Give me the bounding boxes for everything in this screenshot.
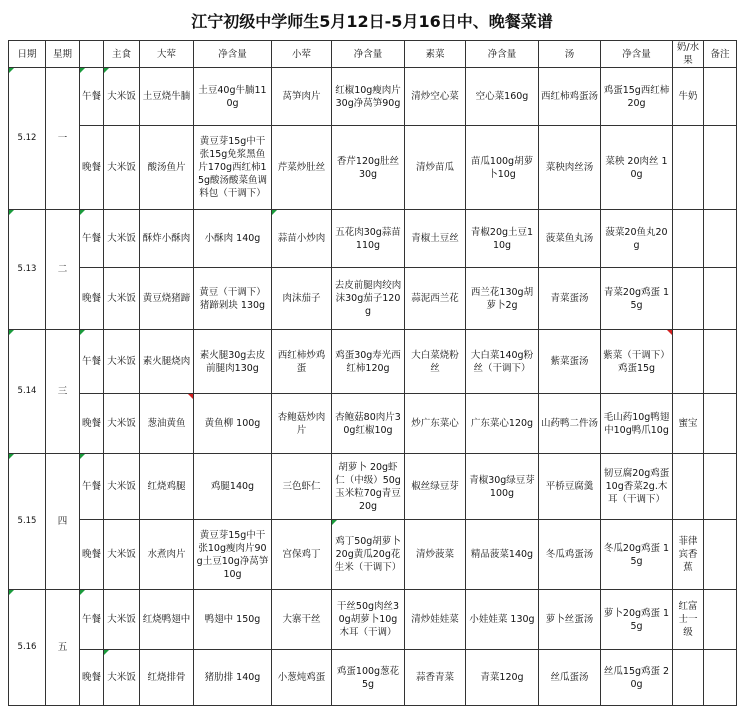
veg-qty-cell: 苗瓜100g胡萝卜10g: [466, 126, 539, 210]
extra-cell: [673, 210, 704, 268]
menu-table: [8, 40, 737, 706]
soup-cell: 紫菜蛋汤: [539, 330, 601, 394]
small-meat-qty-cell: 香芹120g肚丝30g: [332, 126, 405, 210]
staple-cell: 大米饭: [104, 394, 140, 454]
small-meat-qty-cell: 杏鲍菇80肉片30g红椒10g: [332, 394, 405, 454]
big-meat-qty-cell: 素火腿30g去皮前腿肉130g: [194, 330, 272, 394]
soup-qty-cell: 毛山药10g鸭翅中10g鸭爪10g: [601, 394, 673, 454]
big-meat-cell: 黄豆烧猪蹄: [140, 268, 194, 330]
header-cell: 奶/水果: [673, 41, 704, 68]
veg-cell: 清炒苗瓜: [405, 126, 466, 210]
veg-qty-cell: 广东菜心120g: [466, 394, 539, 454]
meal-type-cell: 晚餐: [80, 126, 104, 210]
staple-cell: 大米饭: [104, 68, 140, 126]
note-cell: [704, 650, 737, 706]
staple-cell: 大米饭: [104, 590, 140, 650]
weekday-cell: 五: [46, 590, 80, 706]
veg-cell: 大白菜烧粉丝: [405, 330, 466, 394]
soup-qty-cell: 鸡蛋15g西红柿20g: [601, 68, 673, 126]
big-meat-cell: 酸汤鱼片: [140, 126, 194, 210]
big-meat-qty-cell: 土豆40g牛腩110g: [194, 68, 272, 126]
big-meat-cell: 水煮肉片: [140, 520, 194, 590]
big-meat-qty-cell: 鸭翅中 150g: [194, 590, 272, 650]
page-title: 江宁初级中学师生5月12日-5月16日中、晚餐菜谱: [191, 11, 553, 31]
date-cell: 5.14: [9, 330, 46, 454]
date-cell: 5.12: [9, 68, 46, 210]
soup-cell: 山药鸭二件汤: [539, 394, 601, 454]
staple-cell: 大米饭: [104, 210, 140, 268]
meal-type-cell: 午餐: [80, 210, 104, 268]
veg-qty-cell: 大白菜140g粉丝（干调下）: [466, 330, 539, 394]
small-meat-qty-cell: 鸡蛋100g葱花5g: [332, 650, 405, 706]
veg-cell: 清炒空心菜: [405, 68, 466, 126]
extra-cell: [673, 650, 704, 706]
header-cell: 主食: [104, 41, 140, 68]
header-cell: 星期: [46, 41, 80, 68]
table-row: [9, 650, 737, 706]
soup-qty-cell: 青菜20g鸡蛋 15g: [601, 268, 673, 330]
header-cell: 净含量: [332, 41, 405, 68]
meal-type-cell: 晚餐: [80, 520, 104, 590]
meal-type-cell: 午餐: [80, 454, 104, 520]
small-meat-cell: 宫保鸡丁: [272, 520, 332, 590]
big-meat-qty-cell: 小酥肉 140g: [194, 210, 272, 268]
table-row: [9, 590, 737, 650]
table-row: [9, 210, 737, 268]
extra-cell: [673, 454, 704, 520]
meal-type-cell: 午餐: [80, 590, 104, 650]
header-cell: 日期: [9, 41, 46, 68]
note-cell: [704, 126, 737, 210]
meal-type-cell: 午餐: [80, 330, 104, 394]
big-meat-qty-cell: 黄鱼柳 100g: [194, 394, 272, 454]
soup-qty-cell: 菜秧 20肉丝 10g: [601, 126, 673, 210]
extra-cell: 蜜宝: [673, 394, 704, 454]
extra-cell: 菲律宾香蕉: [673, 520, 704, 590]
staple-cell: 大米饭: [104, 650, 140, 706]
staple-cell: 大米饭: [104, 454, 140, 520]
small-meat-cell: 小葱炖鸡蛋: [272, 650, 332, 706]
meal-type-cell: 晚餐: [80, 394, 104, 454]
small-meat-qty-cell: 干丝50g肉丝30g胡萝卜10g木耳（干调）: [332, 590, 405, 650]
note-cell: [704, 268, 737, 330]
big-meat-cell: 土豆烧牛腩: [140, 68, 194, 126]
big-meat-cell: 素火腿烧肉: [140, 330, 194, 394]
small-meat-cell: 肉沫茄子: [272, 268, 332, 330]
header-cell: 净含量: [601, 41, 673, 68]
extra-cell: [673, 126, 704, 210]
big-meat-cell: 红烧鸡腿: [140, 454, 194, 520]
table-row: [9, 268, 737, 330]
staple-cell: 大米饭: [104, 126, 140, 210]
veg-cell: 清炒娃娃菜: [405, 590, 466, 650]
soup-qty-cell: 萝卜20g鸡蛋 15g: [601, 590, 673, 650]
soup-cell: 萝卜丝蛋汤: [539, 590, 601, 650]
table-row: [9, 68, 737, 126]
meal-type-cell: 晚餐: [80, 268, 104, 330]
veg-qty-cell: 青菜120g: [466, 650, 539, 706]
small-meat-qty-cell: 鸡丁50g胡萝卜20g黄瓜20g花生米（干调下）: [332, 520, 405, 590]
table-row: [9, 330, 737, 394]
extra-cell: 牛奶: [673, 68, 704, 126]
meal-type-cell: 午餐: [80, 68, 104, 126]
table-row: [9, 394, 737, 454]
soup-cell: 菜秧肉丝汤: [539, 126, 601, 210]
staple-cell: 大米饭: [104, 330, 140, 394]
small-meat-cell: 杏鲍菇炒肉片: [272, 394, 332, 454]
small-meat-cell: 西红柿炒鸡蛋: [272, 330, 332, 394]
veg-qty-cell: 小娃娃菜 130g: [466, 590, 539, 650]
soup-qty-cell: 丝瓜15g鸡蛋 20g: [601, 650, 673, 706]
big-meat-cell: 红烧鸭翅中: [140, 590, 194, 650]
veg-qty-cell: 青椒30g绿豆芽100g: [466, 454, 539, 520]
note-cell: [704, 68, 737, 126]
soup-qty-cell: 韧豆腐20g鸡蛋10g香菜2g.木耳（干调下）: [601, 454, 673, 520]
soup-cell: 丝瓜蛋汤: [539, 650, 601, 706]
veg-cell: 蒜香青菜: [405, 650, 466, 706]
weekday-cell: 四: [46, 454, 80, 590]
small-meat-cell: 莴笋肉片: [272, 68, 332, 126]
header-cell: 净含量: [194, 41, 272, 68]
extra-cell: 红富士一级: [673, 590, 704, 650]
big-meat-qty-cell: 鸡腿140g: [194, 454, 272, 520]
big-meat-cell: 酥炸小酥肉: [140, 210, 194, 268]
soup-qty-cell: 冬瓜20g鸡蛋 15g: [601, 520, 673, 590]
header-cell: 备注: [704, 41, 737, 68]
weekday-cell: 二: [46, 210, 80, 330]
veg-qty-cell: 青椒20g土豆110g: [466, 210, 539, 268]
note-cell: [704, 590, 737, 650]
big-meat-qty-cell: 猪肋排 140g: [194, 650, 272, 706]
big-meat-qty-cell: 黄豆芽15g中干张15g免浆黑鱼片170g西红柿15g酸汤酸菜鱼调料包（干调下）: [194, 126, 272, 210]
header-cell: [80, 41, 104, 68]
veg-qty-cell: 空心菜160g: [466, 68, 539, 126]
soup-cell: 青菜蛋汤: [539, 268, 601, 330]
meal-type-cell: 晚餐: [80, 650, 104, 706]
small-meat-qty-cell: 胡萝卜 20g虾仁（中级）50g玉米粒70g青豆20g: [332, 454, 405, 520]
weekday-cell: 三: [46, 330, 80, 454]
extra-cell: [673, 330, 704, 394]
big-meat-cell: 葱油黄鱼: [140, 394, 194, 454]
small-meat-qty-cell: 五花肉30g蒜苗110g: [332, 210, 405, 268]
soup-cell: 西红柿鸡蛋汤: [539, 68, 601, 126]
staple-cell: 大米饭: [104, 268, 140, 330]
header-cell: 汤: [539, 41, 601, 68]
big-meat-cell: 红烧排骨: [140, 650, 194, 706]
small-meat-qty-cell: 红椒10g瘦肉片30g净莴笋90g: [332, 68, 405, 126]
weekday-cell: 一: [46, 68, 80, 210]
small-meat-qty-cell: 去皮前腿肉绞肉沫30g茄子120g: [332, 268, 405, 330]
note-cell: [704, 520, 737, 590]
note-cell: [704, 210, 737, 268]
soup-cell: 平桥豆腐羹: [539, 454, 601, 520]
header-cell: 净含量: [466, 41, 539, 68]
table-row: [9, 454, 737, 520]
soup-qty-cell: 紫菜（干调下）鸡蛋15g: [601, 330, 673, 394]
small-meat-cell: 芹菜炒肚丝: [272, 126, 332, 210]
date-cell: 5.15: [9, 454, 46, 590]
note-cell: [704, 394, 737, 454]
veg-cell: 椒丝绿豆芽: [405, 454, 466, 520]
note-cell: [704, 454, 737, 520]
soup-cell: 冬瓜鸡蛋汤: [539, 520, 601, 590]
header-cell: 大荤: [140, 41, 194, 68]
soup-qty-cell: 菠菜20鱼丸20g: [601, 210, 673, 268]
note-cell: [704, 330, 737, 394]
staple-cell: 大米饭: [104, 520, 140, 590]
veg-qty-cell: 西兰花130g胡萝卜2g: [466, 268, 539, 330]
veg-qty-cell: 精品菠菜140g: [466, 520, 539, 590]
small-meat-cell: 大寨干丝: [272, 590, 332, 650]
small-meat-cell: 三色虾仁: [272, 454, 332, 520]
soup-cell: 菠菜鱼丸汤: [539, 210, 601, 268]
date-cell: 5.13: [9, 210, 46, 330]
small-meat-cell: 蒜苗小炒肉: [272, 210, 332, 268]
big-meat-qty-cell: 黄豆芽15g中干张10g瘦肉片90g土豆10g净莴笋10g: [194, 520, 272, 590]
veg-cell: 蒜泥西兰花: [405, 268, 466, 330]
header-cell: 素菜: [405, 41, 466, 68]
extra-cell: [673, 268, 704, 330]
big-meat-qty-cell: 黄豆（干调下）猪蹄剁块 130g: [194, 268, 272, 330]
header-row: [9, 41, 737, 68]
table-row: [9, 126, 737, 210]
veg-cell: 炒广东菜心: [405, 394, 466, 454]
header-cell: 小荤: [272, 41, 332, 68]
veg-cell: 青椒土豆丝: [405, 210, 466, 268]
small-meat-qty-cell: 鸡蛋30g寿光西红柿120g: [332, 330, 405, 394]
table-row: [9, 520, 737, 590]
veg-cell: 清炒菠菜: [405, 520, 466, 590]
date-cell: 5.16: [9, 590, 46, 706]
